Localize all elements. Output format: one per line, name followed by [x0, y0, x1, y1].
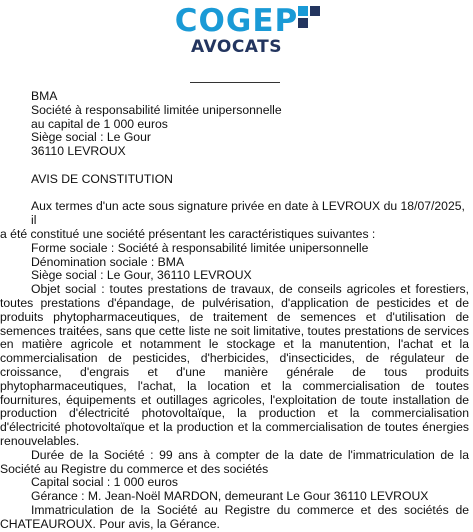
separator-rule — [190, 82, 280, 83]
notice-body — [0, 90, 469, 532]
notice-title: AVIS DE CONSTITUTION — [31, 171, 173, 186]
notice-siege: Siège social : Le Gour, 36110 LEVROUX — [31, 268, 252, 283]
cogep-avocats-logo — [0, 4, 473, 57]
company-city: 36110 LEVROUX — [31, 144, 126, 159]
logo-brand — [175, 4, 298, 38]
notice-gerance: Gérance : M. Jean-Noël MARDON, demeurant Le Gour 36110 LEVROUX — [31, 489, 429, 504]
notice-objet: Objet social : toutes prestations de travaux, de conseils agricoles et forestiers, toutes prestations d'épandage, de pulvérisation, d'application de pesticides et de produits phytopharmaceutiques, de traitement de semences et d'utilisation de semences traitées, sans que cette liste ne soit limitative, toutes prestations de services en matière agricole et notamment le stockage et la manutention, l'achat et la commercialisation de pesticides, d'herbicides, d'insecticides, de régulateur de croissance, d'engrais et d'une manière générale de tous produits phytopharmaceutiques, l'achat, la location et la commercialisation de toutes fournitures, équipements et outillages agricoles, l'exploitation de toute installation de production d'électricité photovoltaïque, la production et la commercialisation d'électricité photovoltaïque et la production et la commercialisation de toutes énergies renouvelables. — [0, 282, 469, 448]
company-seat: Siège social : Le Gour — [31, 130, 151, 145]
notice-intro-rest: a été constitué une société présentant les caractéristiques suivantes : — [0, 226, 376, 241]
notice-immatriculation: Immatriculation de la Société au Registre du commerce et des sociétés de CHATEAUROUX. Pour avis, la Gérance. — [0, 502, 469, 531]
company-name: BMA — [31, 89, 58, 103]
notice-denomination: Dénomination sociale : BMA — [31, 254, 185, 269]
notice-intro-first-line: Aux termes d'un acte sous signature privée en date à LEVROUX du 18/07/2025, il — [31, 199, 465, 228]
company-capital: au capital de 1 000 euros — [31, 116, 168, 131]
notice-capital: Capital social : 1 000 euros — [31, 475, 179, 490]
logo-division: AVOCATS — [191, 37, 282, 57]
notice-forme: Forme sociale : Société à responsabilité limitée unipersonnelle — [31, 240, 369, 255]
logo-square-mark-icon — [298, 6, 320, 28]
notice-duree: Durée de la Société : 99 ans à compter de la date de l'immatriculation de la Société au Registre du commerce et des sociétés — [0, 447, 469, 476]
logo-brand-text: COGEP — [174, 3, 299, 39]
company-legal-form: Société à responsabilité limitée unipersonnelle — [31, 102, 282, 117]
